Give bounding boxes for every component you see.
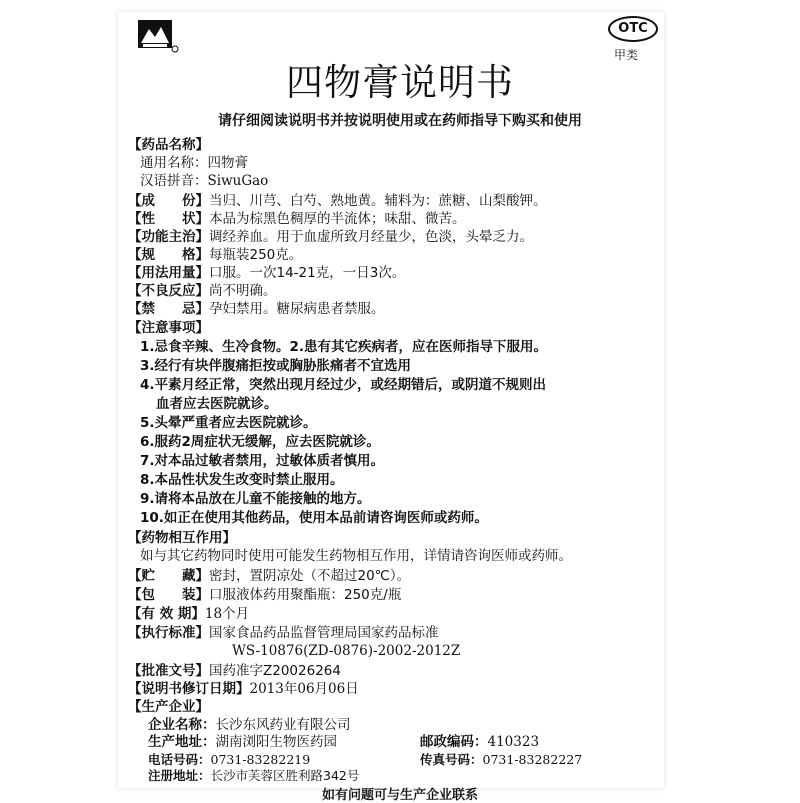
precaution-item: 8.本品性状发生改变时禁止服用。 xyxy=(140,472,344,488)
drug-name-heading: 【药品名称】 xyxy=(128,137,209,153)
storage-row: 【贮 藏】密封，置阴凉处（不超过20℃）。 xyxy=(128,568,411,584)
footer-contact: 如有问题可与生产企业联系 xyxy=(321,788,478,803)
fax-row: 传真号码：0731-83282227 xyxy=(420,752,583,767)
common-name-row: 通用名称：四物膏 xyxy=(140,155,248,171)
revision-date-row: 【说明书修订日期】2013年06月06日 xyxy=(128,681,359,697)
standard-row: 【执行标准】国家食品药品监督管理局国家药品标准 xyxy=(128,625,439,641)
description-row: 【性 状】本品为棕黑色稠厚的半流体；味甜、微苦。 xyxy=(128,211,466,227)
precaution-item: 9.请将本品放在儿童不能接触的地方。 xyxy=(140,491,371,507)
precaution-item: 5.头晕严重者应去医院就诊。 xyxy=(140,415,317,431)
standard-code: WS-10876(ZD-0876)-2002-2012Z xyxy=(232,643,461,659)
precautions-heading: 【注意事项】 xyxy=(128,320,209,336)
phone-row: 电话号码：0731-83282219 xyxy=(148,752,311,767)
dosage-row: 【用法用量】口服。一次14-21克，一日3次。 xyxy=(128,265,406,281)
page-title: 四物膏说明书 xyxy=(286,61,514,104)
interactions-heading: 【药物相互作用】 xyxy=(128,530,236,546)
precaution-item: 6.服药2周症状无缓解，应去医院就诊。 xyxy=(140,434,380,450)
production-address-row: 生产地址：湖南浏阳生物医药园 xyxy=(148,734,337,750)
specification-row: 【规 格】每瓶装250克。 xyxy=(128,247,303,263)
registered-address-row: 注册地址：长沙市芙蓉区胜利路342号 xyxy=(148,768,360,783)
pinyin-row: 汉语拼音：SiwuGao xyxy=(140,173,269,189)
brand-logo-icon xyxy=(137,19,179,53)
precaution-item: 1.忌食辛辣、生冷食物。2.患有其它疾病者，应在医师指导下服用。 xyxy=(140,339,548,355)
indications-row: 【功能主治】调经养血。用于血虚所致月经量少，色淡，头晕乏力。 xyxy=(128,229,533,245)
adverse-reactions-row: 【不良反应】尚不明确。 xyxy=(128,283,277,299)
manufacturer-heading: 【生产企业】 xyxy=(128,699,209,715)
usage-notice: 请仔细阅读说明书并按说明使用或在药师指导下购买和使用 xyxy=(218,113,582,129)
package-row: 【包 装】口服液体药用聚酯瓶：250克/瓶 xyxy=(128,587,402,603)
otc-badge: OTC xyxy=(608,16,658,42)
otc-class-label: 甲类 xyxy=(614,48,639,62)
shelf-life-row: 【有 效 期】18个月 xyxy=(128,606,250,622)
ingredients-row: 【成 份】当归、川芎、白芍、熟地黄。辅料为：蔗糖、山梨酸钾。 xyxy=(128,193,547,209)
approval-row: 【批准文号】国药准字Z20026264 xyxy=(128,663,341,679)
company-name-row: 企业名称：长沙东风药业有限公司 xyxy=(148,717,351,733)
precaution-item: 10.如正在使用其他药品，使用本品前请咨询医师或药师。 xyxy=(140,510,488,526)
precaution-item: 血者应去医院就诊。 xyxy=(156,396,278,412)
contraindications-row: 【禁 忌】孕妇禁用。糖尿病患者禁服。 xyxy=(128,301,385,317)
zip-code-row: 邮政编码：410323 xyxy=(420,734,540,750)
precaution-item: 3.经行有块伴腹痛拒按或胸胁胀痛者不宜选用 xyxy=(140,358,412,374)
precaution-item: 7.对本品过敏者禁用，过敏体质者慎用。 xyxy=(140,453,385,469)
interactions-text: 如与其它药物同时使用可能发生药物相互作用，详情请咨询医师或药师。 xyxy=(140,548,572,564)
precaution-item: 4.平素月经正常，突然出现月经过少，或经期错后，或阴道不规则出 xyxy=(140,377,547,393)
